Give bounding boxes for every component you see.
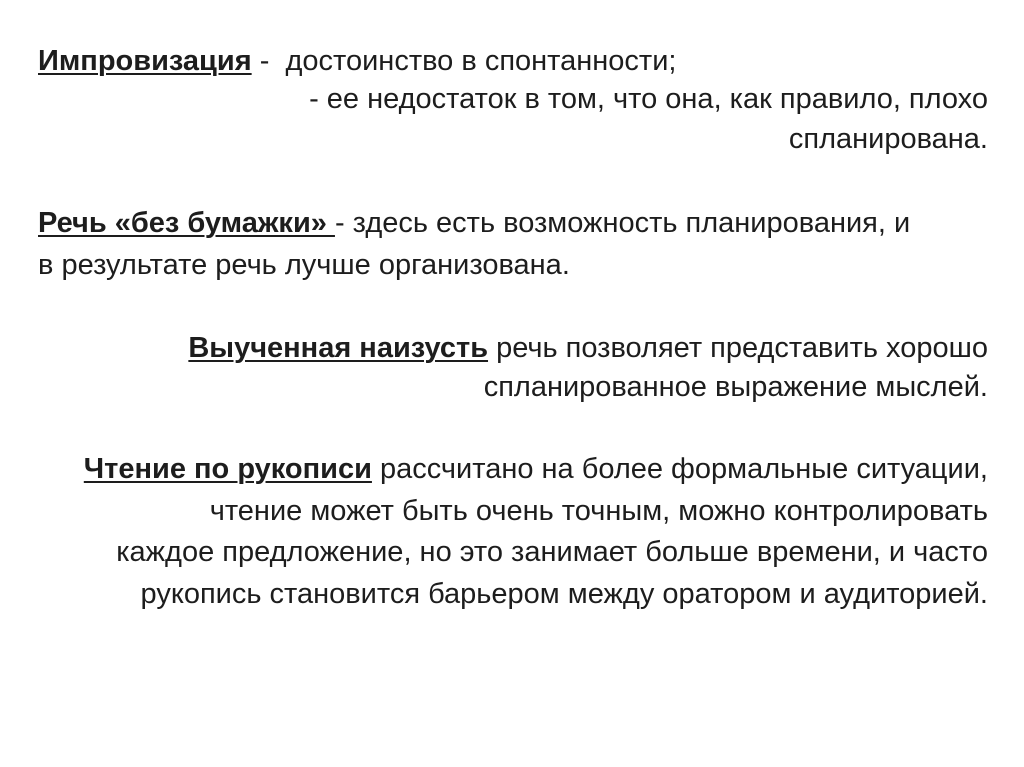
improvisation-term: Импровизация [38, 45, 252, 77]
notes-free-speech-line-1 [38, 206, 910, 240]
manuscript-reading-term: Чтение по рукописи [83, 453, 372, 485]
memorized-speech-term: Выученная наизусть [188, 332, 489, 364]
manuscript-reading-text: рассчитано на более формальные ситуации, [371, 453, 988, 485]
manuscript-reading-line-2: чтение может быть очень точным, можно контролировать [209, 495, 988, 527]
manuscript-reading-line-4: рукопись становится барьером между оратором и аудиторией. [140, 578, 988, 610]
notes-free-speech-line-2: в результате речь лучше организована. [38, 249, 570, 281]
manuscript-reading-line-1 [84, 452, 988, 486]
memorized-speech-line-2: спланированное выражение мыслей. [483, 371, 988, 403]
improvisation-line-3: спланирована. [788, 123, 988, 155]
improvisation-text: - достоинство в спонтанности; [251, 45, 677, 77]
memorized-speech-text: речь позволяет представить хорошо [488, 332, 988, 364]
memorized-speech-line-1 [188, 331, 988, 365]
improvisation-line-2: - ее недостаток в том, что она, как правило, плохо [309, 83, 988, 115]
notes-free-speech-term: Речь «без бумажки» [38, 207, 335, 239]
manuscript-reading-line-3: каждое предложение, но это занимает больше времени, и часто [116, 536, 988, 568]
improvisation-line-1 [38, 44, 676, 78]
notes-free-speech-text: - здесь есть возможность планирования, и [334, 207, 911, 239]
